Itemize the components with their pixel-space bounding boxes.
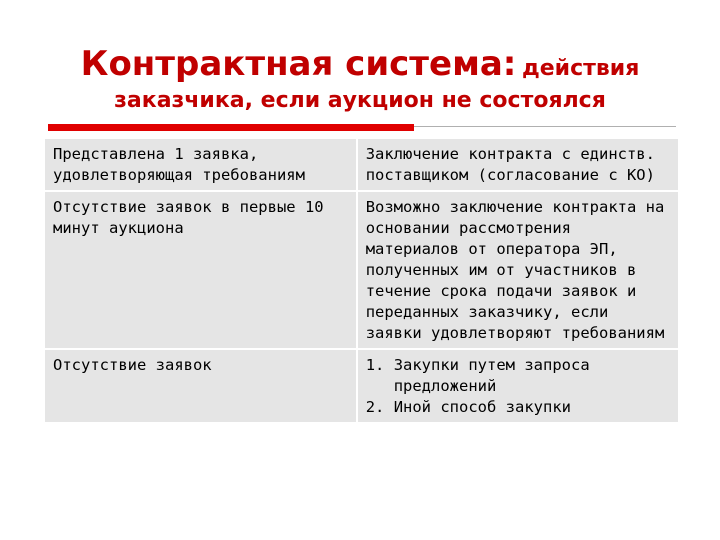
condition-cell: Представлена 1 заявка, удовлетворяющая требованиям — [44, 138, 357, 191]
action-cell — [357, 349, 679, 423]
table-row — [44, 191, 679, 349]
item-text: Иной способ закупки — [393, 398, 571, 416]
conditions-table — [43, 137, 680, 424]
numbered-item — [366, 355, 672, 397]
slide-subtitle: заказчика, если аукцион не состоялся — [114, 88, 606, 113]
title-divider-line — [414, 126, 676, 127]
action-cell: Заключение контракта с единств. поставщиком (согласование с КО) — [357, 138, 679, 191]
title-continuation: действия — [521, 56, 640, 81]
table-row — [44, 349, 679, 423]
item-text: Закупки путем запроса предложений — [393, 356, 590, 395]
title-main: Контрактная система: — [80, 44, 517, 84]
title-accent-bar — [48, 124, 414, 131]
slide-title — [0, 44, 720, 84]
condition-cell: Отсутствие заявок в первые 10 минут аукциона — [44, 191, 357, 349]
item-number: 2. — [365, 398, 385, 416]
condition-cell: Отсутствие заявок — [44, 349, 357, 423]
numbered-item — [366, 397, 672, 418]
table-row — [44, 138, 679, 191]
item-number: 1. — [365, 356, 385, 374]
action-cell: Возможно заключение контракта на основании рассмотрения материалов от оператора ЭП, полученных им от участников в течение срока подачи заявок и переданных заказчику, если заявки удовлетворяют требованиям — [357, 191, 679, 349]
